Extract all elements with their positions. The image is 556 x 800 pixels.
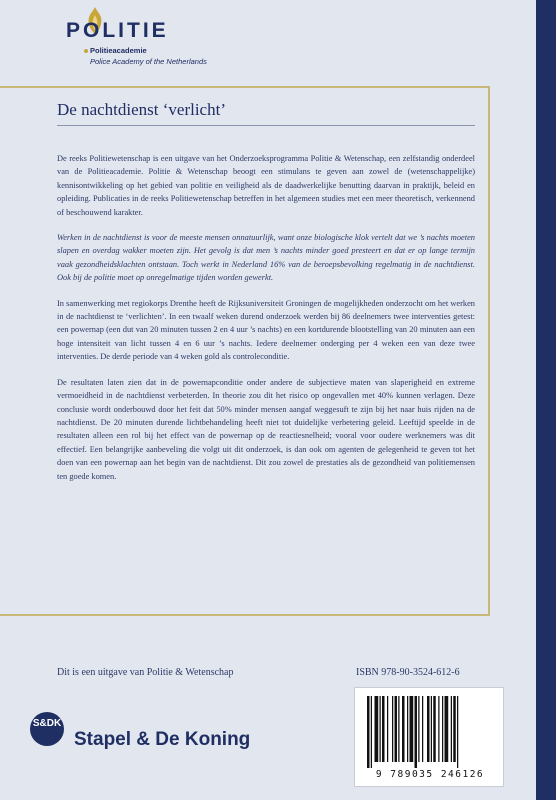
paragraph-intro: Werken in de nachtdienst is voor de meeste mensen onnatuurlijk, want onze biologische klok vertelt dat we ’s nachts moeten slapen en overdag wakker moeten zijn. Het gevolg is dat men ’s nachts minder goed presteert en dat er op lange termijn vaak gezondheidsklachten ontstaan. Toch werkt in Nederland 16% van de beroepsbevolking regelmatig in de nachtdienst. Ook bij de politie moet op onregelmatige tijden worden gewerkt. — [57, 233, 475, 283]
blurb-text — [57, 152, 475, 495]
barcode — [354, 687, 504, 787]
title-divider — [57, 125, 475, 126]
sdk-logo-icon: S&DK — [30, 712, 64, 746]
book-title: De nachtdienst ‘verlicht’ — [57, 100, 226, 119]
org-name: Politieacademie — [90, 46, 147, 55]
barcode-bars-icon — [367, 696, 493, 768]
barcode-digits: 9 789035 246126 — [375, 769, 485, 780]
isbn-number: ISBN 978-90-3524-612-6 — [356, 667, 460, 678]
book-spine — [536, 0, 556, 800]
paragraph-results: De resultaten laten zien dat in de powernapconditie onder andere de subjectieve maten van slaperigheid en extreme vermoeidheid in de nachtdienst verbeterden. In theorie zou dit het risico op ongevallen met 40% kunnen verlagen. Deze conclusie wordt onderbouwd door het feit dat 50% minder mensen aangaf weggesuft te zijn bij het naar huis rijden na de nachtdienst. De 20 minuten durende lichtbehandeling heeft niet tot duidelijke verbetering geleid. Leeftijd speelde in de resultaten alleen een rol bij het effect van de powernap op de reactiesnelheid; vooral voor oudere werknemers was dit effectief. Een belangrijke aanbeveling die volgt uit dit onderzoek, is dan ook om agenten de gelegenheid te geven tot het doen van een powernap aan het begin van de nachtdienst. Dit zou zowel de prestaties als de gezondheid van politiemensen ten goede komen. — [57, 377, 475, 481]
publisher-name: Stapel & De Koning — [74, 729, 251, 750]
paragraph-series: De reeks Politiewetenschap is een uitgave van het Onderzoeksprogramma Politie & Wetenschap, een zelfstandig onderdeel van de Politieacademie. Politie & Wetenschap beoogt een stimulans te geven aan zowel de (wetenschappelijke) kennisontwikkeling op het gebied van politie en veiligheid als de daadwerkelijke benutting daarvan in praktijk, beleid en opleiding. Publicaties in de reeks Politiewetenschap betreffen in het algemeen studies met een meer theoretisch, verkennend of beschouwend karakter. — [57, 154, 475, 217]
org-name-english: Police Academy of the Netherlands — [90, 57, 207, 66]
paragraph-study: In samenwerking met regiokorps Drenthe heeft de Rijksuniversiteit Groningen de mogelijkheden onderzocht om het werken in de nachtdienst te ‘verlichten’. In een twaalf weken durend onderzoek werden bij 86 deelnemers twee interventies getest: een powernap (een dut van 20 minuten tussen 2 en 4 uur ’s nachts) en een kortdurende blootstelling van 20 minuten aan een hoge intensiteit van licht tussen 4 en 6 uur ’s nachts. Iedere deelnemer onderging per 4 weken een van deze twee interventies. De derde periode van 4 weken gold als controleconditie. — [57, 298, 475, 362]
publisher-line: Dit is een uitgave van Politie & Wetenschap — [57, 667, 234, 678]
bullet-dot — [84, 49, 88, 53]
politie-logo-text: POLITIE — [66, 19, 169, 42]
